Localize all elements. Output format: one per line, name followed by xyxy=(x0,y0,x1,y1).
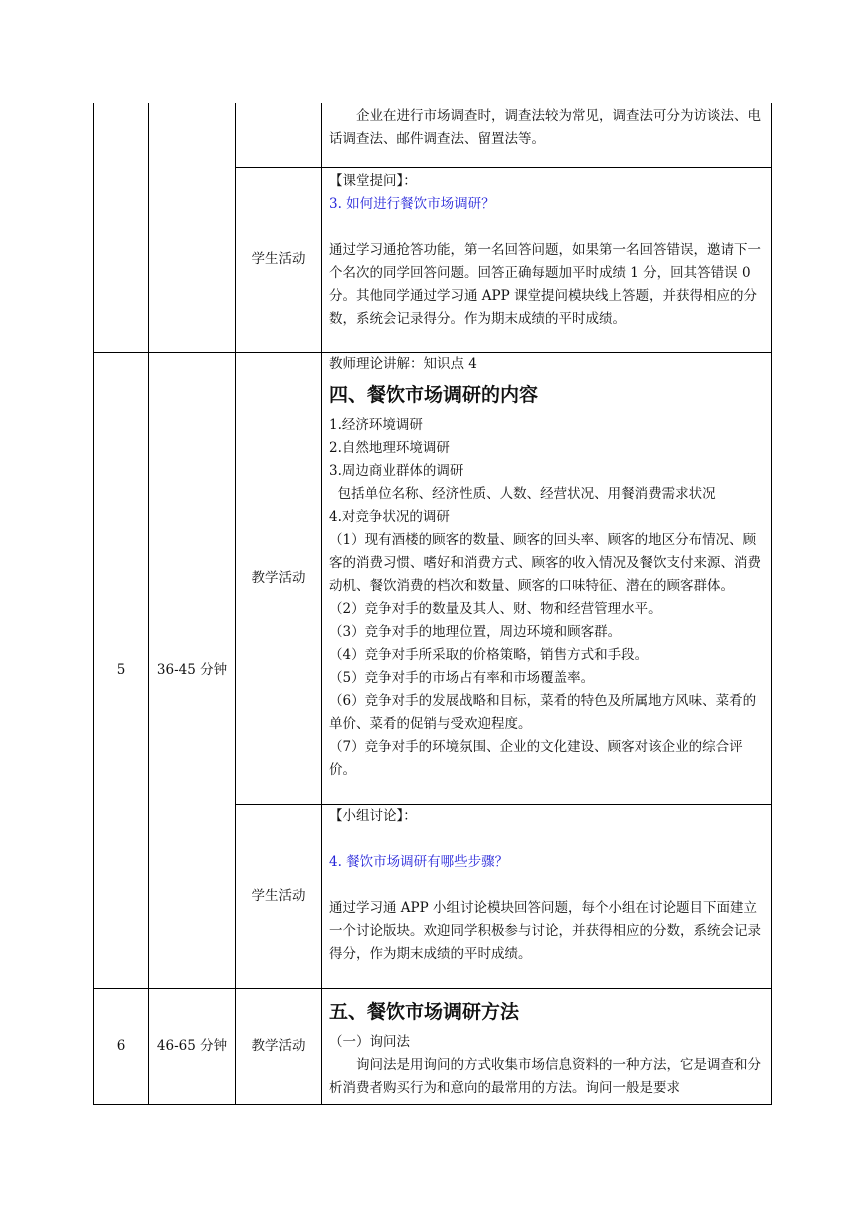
discussion-question: 4. 餐饮市场调研有哪些步骤？ xyxy=(329,853,509,870)
list-item: （2）竞争对手的数量及其人、财、物和经营管理水平。 xyxy=(329,600,662,617)
content-cell-intro xyxy=(322,103,772,167)
activity-cell-blank xyxy=(236,103,322,167)
list-item: （7）竞争对手的环境氛围、企业的文化建设、顾客对该企业的综合评价。 xyxy=(329,738,743,778)
list-item: 4.对竞争状况的调研 xyxy=(329,508,450,525)
student-activity-label-5: 学生活动 xyxy=(236,804,322,988)
question-tag: 【课堂提问】： xyxy=(329,172,417,189)
list-item: 3.周边商业群体的调研 xyxy=(329,462,464,479)
list-item: （1）现有酒楼的顾客的数量、顾客的回头率、顾客的地区分布情况、顾客的消费习惯、嗜好和消费方式、顾客的收入情况及餐饮支付来源、消费动机、餐饮消费的档次和数量、顾客的口味特征、潜在的顾客群体。 xyxy=(329,531,761,594)
section-heading-5: 五、餐饮市场调研方法 xyxy=(329,1000,520,1023)
time-cell-prev xyxy=(149,103,236,352)
time-range-5: 36-45 分钟 xyxy=(149,352,236,988)
method-paragraph: 询问法是用询问的方式收集市场信息资料的一种方法，它是调查和分析消费者购买行为和意向的最常用的方法。询问一般是要求 xyxy=(329,1056,761,1096)
student-activity-label: 学生活动 xyxy=(236,167,322,352)
row-number-6: 6 xyxy=(94,988,149,1104)
teacher-intro: 教师理论讲解：知识点 4 xyxy=(329,355,477,372)
subheading: （一）询问法 xyxy=(329,1033,410,1050)
discussion-tag: 【小组讨论】： xyxy=(329,807,417,824)
list-item: （6）竞争对手的发展战略和目标，菜肴的特色及所属地方风味、菜肴的单价、菜肴的促销与受欢迎程度。 xyxy=(329,692,757,732)
question-desc: 通过学习通抢答功能，第一名回答问题，如果第一名回答错误，邀请下一个名次的同学回答问题。回答正确每题加平时成绩 1 分，回其答错误 0 分。其他同学通过学习通 APP 课堂提问模块线上答题，并获得相应的分数，系统会记录得分。作为期末成绩的平时成绩。 xyxy=(329,241,761,327)
content-cell-discussion xyxy=(322,804,772,988)
intro-text: 企业在进行市场调查时，调查法较为常见，调查法可分为访谈法、电话调查法、邮件调查法、留置法等。 xyxy=(329,108,761,147)
content-cell-question xyxy=(322,167,772,352)
list-item: （3）竞争对手的地理位置，周边环境和顾客群。 xyxy=(329,623,622,640)
time-range-6: 46-65 分钟 xyxy=(149,988,236,1104)
question-text: 3. 如何进行餐饮市场调研？ xyxy=(329,195,495,212)
lesson-plan-table xyxy=(93,103,772,1105)
list-item: 1.经济环境调研 xyxy=(329,416,423,433)
teaching-activity-label: 教学活动 xyxy=(236,352,322,804)
row-number-5: 5 xyxy=(94,352,149,988)
teaching-activity-label-6: 教学活动 xyxy=(236,988,322,1104)
discussion-desc: 通过学习通 APP 小组讨论模块回答问题，每个小组在讨论题目下面建立一个讨论版块。欢迎同学积极参与讨论，并获得相应的分数，系统会记录得分，作为期末成绩的平时成绩。 xyxy=(329,899,761,962)
num-cell-prev xyxy=(94,103,149,352)
list-item: 2.自然地理环境调研 xyxy=(329,439,450,456)
content-cell-knowledge xyxy=(322,352,772,804)
list-item: （4）竞争对手所采取的价格策略，销售方式和手段。 xyxy=(329,646,649,663)
section-heading-4: 四、餐饮市场调研的内容 xyxy=(329,383,539,406)
list-item: （5）竞争对手的市场占有率和市场覆盖率。 xyxy=(329,669,595,686)
content-cell-methods xyxy=(322,988,772,1104)
list-item: 包括单位名称、经济性质、人数、经营状况、用餐消费需求状况 xyxy=(329,485,716,502)
